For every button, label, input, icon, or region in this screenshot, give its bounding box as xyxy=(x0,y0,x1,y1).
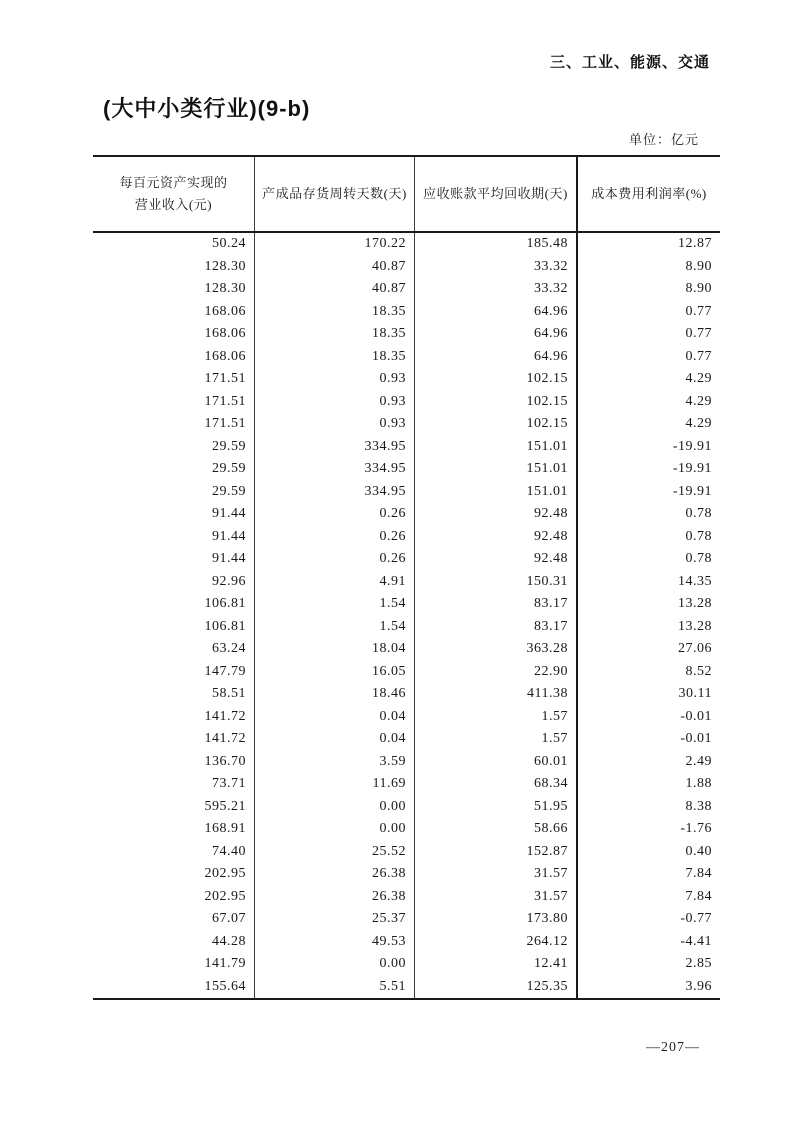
table-cell: 64.96 xyxy=(415,301,578,324)
table-cell: 44.28 xyxy=(93,931,255,954)
table-cell: -19.91 xyxy=(672,461,712,476)
table-cell: 63.24 xyxy=(93,638,255,661)
table-cell: 2.85 xyxy=(685,956,712,971)
table-row xyxy=(93,481,720,504)
table-cell: 0.40 xyxy=(685,843,712,859)
table-cell: -19.91 xyxy=(672,483,712,499)
table-row xyxy=(93,683,720,706)
table-cell: 16.05 xyxy=(255,661,415,684)
table-cell: 171.51 xyxy=(93,391,255,414)
table-row xyxy=(93,796,720,819)
table-row xyxy=(93,931,720,954)
table-cell: 92.48 xyxy=(415,548,578,571)
table-cell: 91.44 xyxy=(93,503,255,526)
table-cell: 12.41 xyxy=(415,953,578,976)
table-row xyxy=(93,571,720,594)
table-cell: 0.77 xyxy=(685,348,712,364)
table-row xyxy=(93,638,720,661)
table-cell: 141.72 xyxy=(93,706,255,729)
table-cell: 92.48 xyxy=(415,503,578,526)
table-cell: 18.46 xyxy=(255,683,415,706)
table-row xyxy=(93,661,720,684)
table-cell: -0.77 xyxy=(680,911,712,926)
table-cell: 106.81 xyxy=(93,616,255,639)
unit-label: 单位：亿元 xyxy=(628,132,699,147)
table-row xyxy=(93,616,720,639)
table-cell: 51.95 xyxy=(415,796,578,819)
table-cell: 58.66 xyxy=(415,818,578,841)
table-cell: 30.11 xyxy=(678,686,712,701)
column-header: 成本费用利润率(%) xyxy=(577,156,720,232)
table-cell: 73.71 xyxy=(93,773,255,796)
table-cell: 27.06 xyxy=(678,641,712,656)
table-row xyxy=(93,278,720,301)
table-row xyxy=(93,346,720,369)
table-cell: 83.17 xyxy=(415,593,578,616)
column-header: 每百元资产实现的 营业收入(元) xyxy=(93,156,255,232)
table-cell: 2.49 xyxy=(685,753,712,769)
table-cell: 128.30 xyxy=(93,256,255,279)
table-row xyxy=(93,503,720,526)
table-cell: 0.93 xyxy=(255,368,415,391)
table-cell: 141.72 xyxy=(93,728,255,751)
table-cell: 31.57 xyxy=(415,886,578,909)
section-header: 三、工业、能源、交通 xyxy=(549,54,710,71)
table-cell: 4.91 xyxy=(255,571,415,594)
table-cell: 595.21 xyxy=(93,796,255,819)
table-cell: 334.95 xyxy=(255,436,415,459)
table-row xyxy=(93,436,720,459)
table-cell: 0.77 xyxy=(685,303,712,319)
table-cell: 4.29 xyxy=(685,393,712,409)
table-cell: 1.57 xyxy=(415,706,578,729)
table-cell: 264.12 xyxy=(415,931,578,954)
table-cell: 92.48 xyxy=(415,526,578,549)
table-cell: 74.40 xyxy=(93,841,255,864)
page-title: (大中小类行业)(9-b) xyxy=(103,96,311,121)
table-cell: 147.79 xyxy=(93,661,255,684)
table-cell: 7.84 xyxy=(685,866,712,881)
table-cell: 33.32 xyxy=(415,256,578,279)
table-cell: 151.01 xyxy=(415,481,578,504)
table-header xyxy=(93,156,720,232)
table-cell: 128.30 xyxy=(93,278,255,301)
table-cell: 1.57 xyxy=(415,728,578,751)
table-cell: 0.78 xyxy=(685,551,712,566)
table-cell: 18.35 xyxy=(255,346,415,369)
table-cell: 202.95 xyxy=(93,886,255,909)
table-row xyxy=(93,323,720,346)
table-cell: 411.38 xyxy=(415,683,578,706)
table-cell: 50.24 xyxy=(93,232,255,256)
table-cell: 1.54 xyxy=(255,593,415,616)
table-cell: 168.91 xyxy=(93,818,255,841)
table-row xyxy=(93,256,720,279)
table-cell: 171.51 xyxy=(93,368,255,391)
table-cell: 91.44 xyxy=(93,526,255,549)
table-row xyxy=(93,368,720,391)
table-cell: 106.81 xyxy=(93,593,255,616)
table-row xyxy=(93,593,720,616)
table-cell: 8.90 xyxy=(685,281,712,296)
table-cell: 18.35 xyxy=(255,301,415,324)
table-cell: 0.77 xyxy=(685,326,712,341)
table-row xyxy=(93,751,720,774)
table-cell: 4.29 xyxy=(685,416,712,431)
table-cell: 0.26 xyxy=(255,548,415,571)
table-row xyxy=(93,391,720,414)
table-row xyxy=(93,953,720,976)
table-row xyxy=(93,773,720,796)
table-cell: 3.96 xyxy=(685,978,712,994)
table-row xyxy=(93,886,720,909)
table-cell: 363.28 xyxy=(415,638,578,661)
table-cell: 1.88 xyxy=(685,776,712,791)
table-cell: 170.22 xyxy=(255,232,415,256)
table-cell: 25.52 xyxy=(255,841,415,864)
table-cell: 150.31 xyxy=(415,571,578,594)
table-cell: 83.17 xyxy=(415,616,578,639)
table-cell: 49.53 xyxy=(255,931,415,954)
table-cell: 64.96 xyxy=(415,323,578,346)
table-cell: 0.00 xyxy=(255,818,415,841)
table-cell: 152.87 xyxy=(415,841,578,864)
table-cell: -19.91 xyxy=(672,438,712,454)
table-cell: 4.29 xyxy=(685,371,712,386)
table-row xyxy=(93,548,720,571)
table-cell: 13.28 xyxy=(678,618,712,634)
statistics-table xyxy=(93,155,720,1000)
table-cell: 155.64 xyxy=(93,976,255,1000)
table-cell: 67.07 xyxy=(93,908,255,931)
table-cell: 0.00 xyxy=(255,953,415,976)
table-row xyxy=(93,413,720,436)
column-header: 产成品存货周转天数(天) xyxy=(255,156,415,232)
table-cell: 168.06 xyxy=(93,301,255,324)
table-cell: 68.34 xyxy=(415,773,578,796)
table-cell: 102.15 xyxy=(415,413,578,436)
table-row xyxy=(93,728,720,751)
table-cell: 334.95 xyxy=(255,481,415,504)
table-cell: 22.90 xyxy=(415,661,578,684)
table-row xyxy=(93,706,720,729)
page-number: —207— xyxy=(646,1040,700,1055)
table-cell: 141.79 xyxy=(93,953,255,976)
table-cell: 29.59 xyxy=(93,481,255,504)
table-cell: 136.70 xyxy=(93,751,255,774)
table-row xyxy=(93,232,720,256)
table-cell: 26.38 xyxy=(255,886,415,909)
table-header-row xyxy=(93,156,720,232)
table-cell: 102.15 xyxy=(415,368,578,391)
table-cell: 29.59 xyxy=(93,436,255,459)
table-cell: -0.01 xyxy=(680,708,712,724)
table-cell: -1.76 xyxy=(680,821,712,836)
table-cell: 0.93 xyxy=(255,413,415,436)
table-cell: 0.93 xyxy=(255,391,415,414)
table-row xyxy=(93,818,720,841)
table-cell: 31.57 xyxy=(415,863,578,886)
table-body xyxy=(93,232,720,999)
table-cell: 25.37 xyxy=(255,908,415,931)
table-row xyxy=(93,863,720,886)
table-cell: 0.04 xyxy=(255,728,415,751)
table-cell: 40.87 xyxy=(255,256,415,279)
table-cell: 0.78 xyxy=(685,506,712,521)
table-cell: 151.01 xyxy=(415,458,578,481)
table-cell: 91.44 xyxy=(93,548,255,571)
table-cell: 0.04 xyxy=(255,706,415,729)
table-cell: 58.51 xyxy=(93,683,255,706)
table-cell: 11.69 xyxy=(255,773,415,796)
table-cell: 171.51 xyxy=(93,413,255,436)
table-cell: 14.35 xyxy=(678,573,712,589)
column-header: 应收账款平均回收期(天) xyxy=(415,156,578,232)
table-cell: 40.87 xyxy=(255,278,415,301)
table-cell: 64.96 xyxy=(415,346,578,369)
table-cell: 18.35 xyxy=(255,323,415,346)
table-cell: -0.01 xyxy=(680,731,712,746)
table-cell: 92.96 xyxy=(93,571,255,594)
table-cell: 12.87 xyxy=(678,236,712,251)
table-cell: 33.32 xyxy=(415,278,578,301)
table-cell: 1.54 xyxy=(255,616,415,639)
table-cell: 151.01 xyxy=(415,436,578,459)
table-cell: 334.95 xyxy=(255,458,415,481)
table-row xyxy=(93,526,720,549)
table-cell: 0.26 xyxy=(255,503,415,526)
table-cell: 29.59 xyxy=(93,458,255,481)
table-cell: 0.78 xyxy=(685,528,712,544)
table-cell: 3.59 xyxy=(255,751,415,774)
table-row xyxy=(93,841,720,864)
table-row xyxy=(93,908,720,931)
table-cell: 0.26 xyxy=(255,526,415,549)
table-cell: 13.28 xyxy=(678,596,712,611)
table-cell: 60.01 xyxy=(415,751,578,774)
table-cell: 185.48 xyxy=(415,232,578,256)
table-cell: 168.06 xyxy=(93,346,255,369)
table-cell: 26.38 xyxy=(255,863,415,886)
table-row xyxy=(93,976,720,1000)
table-cell: 125.35 xyxy=(415,976,578,1000)
table-cell: 8.90 xyxy=(685,258,712,274)
table-cell: 7.84 xyxy=(685,888,712,904)
table-cell: 202.95 xyxy=(93,863,255,886)
table-row xyxy=(93,301,720,324)
table-row xyxy=(93,458,720,481)
table-cell: 173.80 xyxy=(415,908,578,931)
table-cell: 102.15 xyxy=(415,391,578,414)
table-cell: 168.06 xyxy=(93,323,255,346)
table-cell: 18.04 xyxy=(255,638,415,661)
table-cell: 8.52 xyxy=(685,663,712,679)
table-cell: 8.38 xyxy=(685,798,712,814)
table-cell: 0.00 xyxy=(255,796,415,819)
table-cell: -4.41 xyxy=(680,933,712,949)
table-cell: 5.51 xyxy=(255,976,415,1000)
